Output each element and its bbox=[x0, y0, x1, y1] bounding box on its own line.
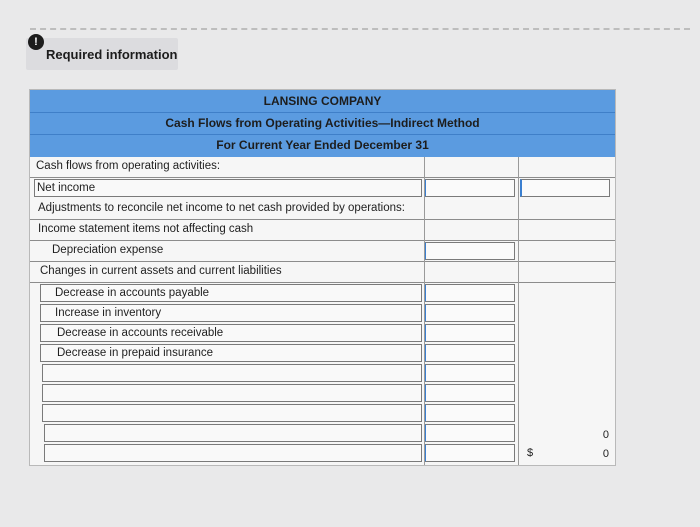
statement-title: Cash Flows from Operating Activities—Indirect Method bbox=[165, 116, 480, 130]
change-item-label: Decrease in accounts payable bbox=[55, 287, 210, 299]
change-item-label: Increase in inventory bbox=[55, 307, 162, 319]
table-row bbox=[30, 241, 615, 262]
depreciation-label: Depreciation expense bbox=[52, 244, 164, 256]
table-row bbox=[30, 303, 615, 324]
top-border-decoration bbox=[30, 28, 690, 30]
table-row bbox=[30, 383, 615, 404]
change-item-label: Decrease in prepaid insurance bbox=[57, 347, 213, 359]
table-row bbox=[30, 423, 615, 444]
subtotal-value: 0 bbox=[602, 429, 609, 441]
change-item-amount-input[interactable] bbox=[424, 344, 515, 362]
column-divider bbox=[518, 157, 519, 465]
table-row bbox=[30, 343, 615, 364]
noncash-items-heading: Income statement items not affecting cash bbox=[38, 223, 254, 235]
table-row bbox=[30, 199, 615, 220]
change-item-label-field[interactable] bbox=[40, 344, 422, 362]
net-income-label: Net income bbox=[37, 182, 96, 194]
operating-activities-heading: Cash flows from operating activities: bbox=[36, 160, 221, 172]
required-info-header bbox=[26, 38, 178, 70]
required-info-label: Required information bbox=[46, 47, 178, 62]
empty-label-input[interactable] bbox=[42, 364, 422, 382]
table-row bbox=[30, 178, 615, 199]
net-income-label-field[interactable] bbox=[34, 179, 422, 197]
company-name: LANSING COMPANY bbox=[263, 94, 382, 108]
currency-symbol: $ bbox=[527, 447, 534, 459]
statement-header bbox=[30, 90, 615, 157]
empty-amount-input[interactable] bbox=[424, 364, 515, 382]
empty-amount-input[interactable] bbox=[424, 424, 515, 442]
table-row bbox=[30, 157, 615, 178]
total-amount-input[interactable] bbox=[424, 444, 515, 462]
table-row bbox=[30, 323, 615, 344]
empty-amount-input[interactable] bbox=[424, 384, 515, 402]
table-row bbox=[30, 262, 615, 283]
change-item-label: Decrease in accounts receivable bbox=[57, 327, 224, 339]
header-divider bbox=[30, 134, 615, 135]
total-label-input[interactable] bbox=[44, 444, 422, 462]
table-row bbox=[30, 283, 615, 304]
net-income-amount-input[interactable] bbox=[424, 179, 515, 197]
statement-period: For Current Year Ended December 31 bbox=[216, 138, 429, 152]
column-divider bbox=[424, 157, 425, 465]
cash-flow-worksheet bbox=[29, 89, 616, 466]
changes-heading: Changes in current assets and current liabilities bbox=[40, 265, 282, 277]
alert-icon: ! bbox=[28, 34, 44, 50]
table-row bbox=[30, 403, 615, 424]
table-row bbox=[30, 363, 615, 384]
header-divider bbox=[30, 112, 615, 113]
empty-label-input[interactable] bbox=[42, 384, 422, 402]
table-row bbox=[30, 443, 615, 464]
change-item-amount-input[interactable] bbox=[424, 304, 515, 322]
net-income-total-input[interactable] bbox=[520, 179, 610, 197]
change-item-label-field[interactable] bbox=[40, 304, 422, 322]
change-item-amount-input[interactable] bbox=[424, 284, 515, 302]
adjustments-heading: Adjustments to reconcile net income to net cash provided by operations: bbox=[38, 202, 405, 214]
empty-label-input[interactable] bbox=[42, 404, 422, 422]
change-item-label-field[interactable] bbox=[40, 324, 422, 342]
change-item-label-field[interactable] bbox=[40, 284, 422, 302]
change-item-amount-input[interactable] bbox=[424, 324, 515, 342]
total-value: 0 bbox=[602, 448, 609, 460]
empty-amount-input[interactable] bbox=[424, 404, 515, 422]
table-row bbox=[30, 220, 615, 241]
depreciation-amount-input[interactable] bbox=[424, 242, 515, 260]
empty-label-input[interactable] bbox=[44, 424, 422, 442]
